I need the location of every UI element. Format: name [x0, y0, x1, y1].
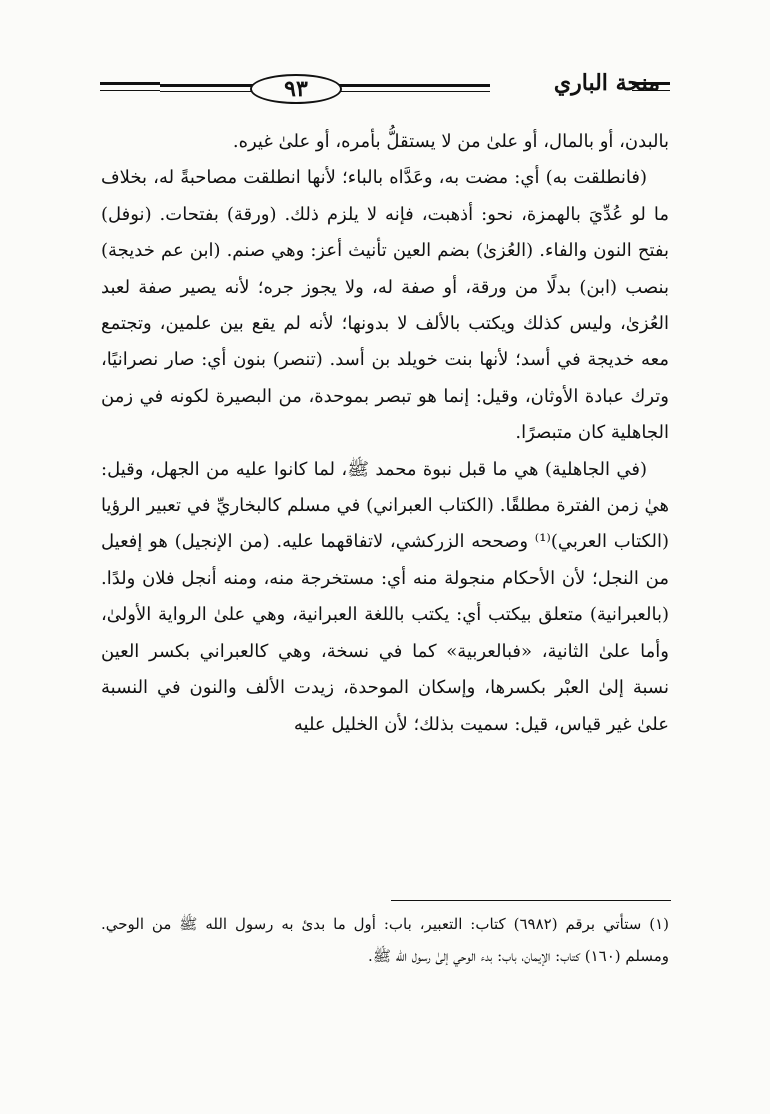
header-rule-left [100, 82, 160, 85]
paragraph: بالبدن، أو بالمال، أو علىٰ من لا يستقلُّ بأمره، أو علىٰ غيره. [232, 131, 669, 152]
footnote-item: (١) ستأتي برقم (٦٩٨٢) كتاب: التعبير، باب: أول ما بدئ به رسول الله ﷺ من الوحي. ومسلم (١٦٠) كتاب: الإيمان، باب: بدء الوحي إلىٰ رسول الله ﷺ. [101, 915, 669, 965]
paragraph: (في الجاهلية) هي ما قبل نبوة محمد ﷺ، لما كانوا عليه من الجهل، وقيل: هيٰ زمن الفترة مطلقًا. (الكتاب العبراني) في مسلم كالبخاريِّ في تعبير الرؤيا (الكتاب العربي)⁽¹⁾ وصححه الزركشي، لاتفاقهما عليه. (من الإنجيل) هو إفعيل من النجل؛ لأن الأحكام منجولة منه أي: مستخرجة منه، ومنه أنجل فلان ولدًا. (بالعبرانية) متعلق بيكتب أي: يكتب باللغة العبرانية، وهي علىٰ الرواية الأولىٰ، وأما علىٰ الثانية، «فبالعربية» كما في نسخة، وهي كالعبراني بكسر العين نسبة إلىٰ العبْر بكسرها، وإسكان الموحدة، زيدت الألف والنون في النسبة علىٰ غير قياس، قيل: سميت بذلك؛ لأن الخليل عليه [101, 458, 670, 735]
footnote-separator [391, 900, 671, 901]
paragraph: (فانطلقت به) أي: مضت به، وعَدَّاه بالباء؛ لأنها انطلقت مصاحبةً له، بخلاف ما لو عُدِّيَ بالهمزة، نحو: أذهبت، فإنه لا يلزم ذلك. (ورقة) بفتحات. (نوفل) بفتح النون والفاء. (العُزىٰ) بضم العين تأنيث أعز: وهي صنم. (ابن عم خديجة) بنصب (ابن) بدلًا من ورقة، أو صفة له، ولا يجوز جره؛ لأنه يصير صفة لعبد العُزىٰ، وليس كذلك ويكتب بالألف لا بدونها؛ لأنه لم يقع بين علمين، وتجتمع معه خديجة في أسد؛ لأنها بنت خويلد بن أسد. (تنصر) بنون أي: صار نصرانيًا، وترك عبادة الأوثان، وقيل: إنما هو تبصر بموحدة، من البصيرة لكونه في زمن الجاهلية كان متبصرًا. [101, 167, 669, 444]
main-text [101, 124, 669, 743]
page-header [100, 60, 670, 116]
running-title: منحة الباري [553, 70, 660, 96]
header-rule-left-thin [100, 90, 160, 91]
footnotes [101, 908, 669, 972]
page-number: ٩٣ [250, 74, 342, 104]
